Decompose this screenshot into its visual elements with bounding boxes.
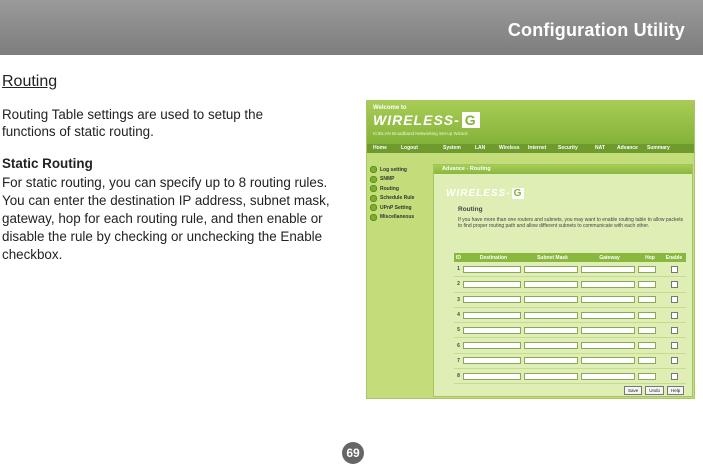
nav-security[interactable]: Security <box>558 145 578 151</box>
destination-input[interactable] <box>463 373 521 380</box>
destination-input[interactable] <box>463 312 521 319</box>
page-number: 69 <box>342 442 364 464</box>
hop-input[interactable] <box>638 327 656 334</box>
col-destination: Destination <box>479 254 508 261</box>
subnet-mask-input[interactable] <box>524 373 578 380</box>
col-id: ID <box>456 254 461 261</box>
panel-description: If you have more than one routers and subnets, you may want to enable routing table to allow packets to find proper routing path and allow different subnets to communicate with each other. <box>458 217 684 230</box>
subsection-title: Static Routing <box>2 156 93 171</box>
subnet-mask-input[interactable] <box>524 266 578 273</box>
sidebar-item-routing[interactable]: Routing <box>370 184 430 194</box>
row-id: 1 <box>457 266 460 273</box>
destination-input[interactable] <box>463 296 521 303</box>
intro-paragraph: Routing Table settings are used to setup the functions of static routing. <box>2 107 264 139</box>
table-row <box>454 338 686 353</box>
screenshot-tagline: ICIDLAN Broadband Networking Set-up Wizard <box>373 131 468 136</box>
enable-checkbox[interactable] <box>671 342 678 349</box>
screenshot-welcome: Welcome to <box>373 105 407 111</box>
undo-button[interactable]: Undo <box>645 386 664 395</box>
gateway-input[interactable] <box>581 266 635 273</box>
enable-checkbox[interactable] <box>671 357 678 364</box>
gateway-input[interactable] <box>581 296 635 303</box>
table-row <box>454 293 686 308</box>
gateway-input[interactable] <box>581 281 635 288</box>
sidebar-item-miscellaneous[interactable]: Miscellaneous <box>370 213 430 223</box>
hop-input[interactable] <box>638 296 656 303</box>
panel-heading: Routing <box>458 206 483 213</box>
hop-input[interactable] <box>638 342 656 349</box>
destination-input[interactable] <box>463 357 521 364</box>
subnet-mask-input[interactable] <box>524 357 578 364</box>
row-id: 8 <box>457 373 460 380</box>
subnet-mask-input[interactable] <box>524 296 578 303</box>
routing-panel <box>433 164 693 397</box>
enable-checkbox[interactable] <box>671 266 678 273</box>
panel-title: Advance - Routing <box>434 165 692 174</box>
hop-input[interactable] <box>638 357 656 364</box>
sidebar-item-snmp[interactable]: SNMP <box>370 175 430 185</box>
gateway-input[interactable] <box>581 373 635 380</box>
table-row <box>454 277 686 292</box>
bullet-icon <box>370 214 377 221</box>
table-row <box>454 369 686 384</box>
col-hop: Hop <box>645 254 655 261</box>
screenshot-sidebar <box>370 165 430 222</box>
nav-system[interactable]: System <box>443 145 461 151</box>
routing-table <box>454 253 686 384</box>
hop-input[interactable] <box>638 266 656 273</box>
logo-g: G <box>462 112 480 128</box>
row-id: 3 <box>457 296 460 303</box>
subnet-mask-input[interactable] <box>524 312 578 319</box>
bullet-icon <box>370 176 377 183</box>
nav-advance[interactable]: Advance <box>617 145 638 151</box>
destination-input[interactable] <box>463 342 521 349</box>
page-header <box>0 0 703 55</box>
subnet-mask-input[interactable] <box>524 342 578 349</box>
section-title: Routing <box>2 73 58 90</box>
table-row <box>454 354 686 369</box>
col-gateway: Gateway <box>599 254 620 261</box>
gateway-input[interactable] <box>581 312 635 319</box>
enable-checkbox[interactable] <box>671 373 678 380</box>
screenshot-topbar <box>367 101 694 144</box>
screenshot-navbar <box>367 144 694 153</box>
subnet-mask-input[interactable] <box>524 327 578 334</box>
logo-text: WIRELESS- <box>373 112 460 128</box>
nav-summary[interactable]: Summary <box>647 145 670 151</box>
enable-checkbox[interactable] <box>671 327 678 334</box>
gateway-input[interactable] <box>581 342 635 349</box>
table-row <box>454 323 686 338</box>
hop-input[interactable] <box>638 312 656 319</box>
table-header <box>454 253 686 262</box>
gateway-input[interactable] <box>581 357 635 364</box>
row-id: 7 <box>457 357 460 364</box>
bullet-icon <box>370 195 377 202</box>
nav-logout[interactable]: Logout <box>401 145 418 151</box>
sidebar-item-upnp-setting[interactable]: UPnP Setting <box>370 203 430 213</box>
panel-logo: WIRELESS- G <box>446 188 523 199</box>
sidebar-item-log-setting[interactable]: Log setting <box>370 165 430 175</box>
table-row <box>454 308 686 323</box>
screenshot-logo <box>373 112 480 128</box>
enable-checkbox[interactable] <box>671 281 678 288</box>
header-title: Configuration Utility <box>507 20 685 40</box>
subsection-body: For static routing, you can specify up to 8 routing rules. You can enter the destination IP address, subnet mask, gateway, hop for each routing rule, and then enable or disable the rule by checking or unchecking the Enable checkbox. <box>2 175 330 262</box>
sidebar-item-schedule-rule[interactable]: Schedule Rule <box>370 194 430 204</box>
nav-home[interactable]: Home <box>373 145 387 151</box>
destination-input[interactable] <box>463 266 521 273</box>
table-row <box>454 262 686 277</box>
panel-buttons <box>624 386 684 395</box>
gateway-input[interactable] <box>581 327 635 334</box>
col-enable: Enable <box>665 254 683 261</box>
bullet-icon <box>370 185 377 192</box>
enable-checkbox[interactable] <box>671 312 678 319</box>
bullet-icon <box>370 204 377 211</box>
bullet-icon <box>370 166 377 173</box>
save-button[interactable]: Save <box>624 386 642 395</box>
row-id: 5 <box>457 327 460 334</box>
router-screenshot <box>366 100 695 399</box>
row-id: 6 <box>457 342 460 349</box>
enable-checkbox[interactable] <box>671 296 678 303</box>
hop-input[interactable] <box>638 373 656 380</box>
nav-internet[interactable]: Internet <box>528 145 547 151</box>
destination-input[interactable] <box>463 281 521 288</box>
row-id: 2 <box>457 281 460 288</box>
help-button[interactable]: Help <box>667 386 684 395</box>
hop-input[interactable] <box>638 281 656 288</box>
nav-wireless[interactable]: Wireless <box>499 145 520 151</box>
row-id: 4 <box>457 312 460 319</box>
table-body <box>454 262 686 384</box>
nav-nat[interactable]: NAT <box>595 145 605 151</box>
col-subnet-mask: Subnet Mask <box>537 254 568 261</box>
subnet-mask-input[interactable] <box>524 281 578 288</box>
nav-lan[interactable]: LAN <box>475 145 486 151</box>
destination-input[interactable] <box>463 327 521 334</box>
